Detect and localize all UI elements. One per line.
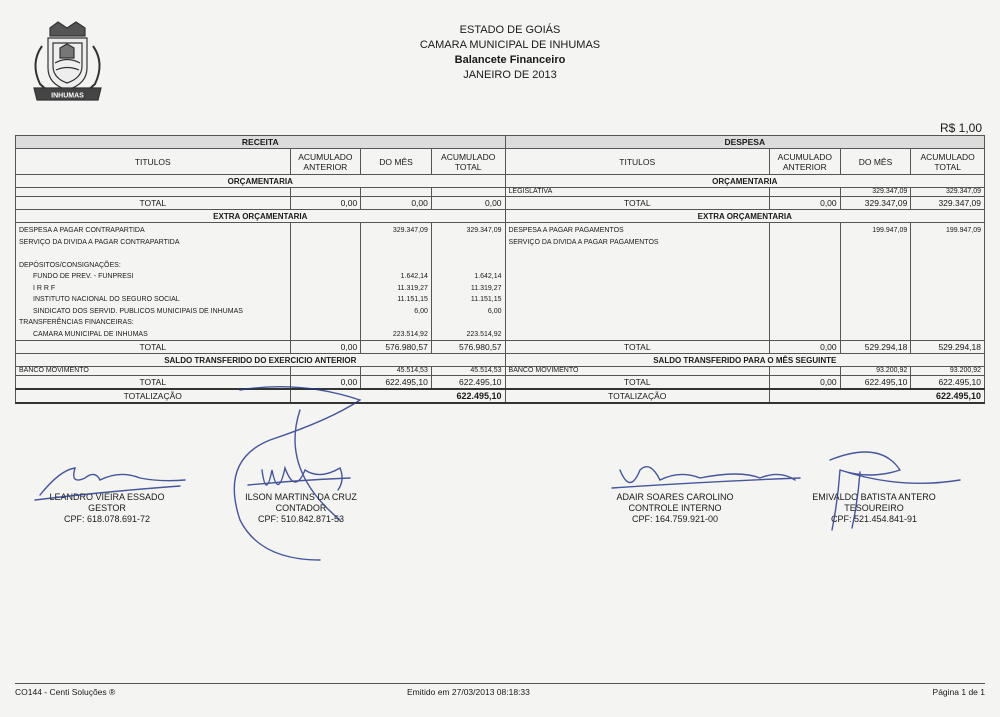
list-item: I R R F bbox=[33, 284, 56, 292]
extra-receita-items bbox=[16, 223, 291, 341]
extra-orcamentaria-despesa-heading: EXTRA ORÇAMENTARIA bbox=[505, 210, 984, 223]
table-cell: 223.514,92 bbox=[392, 330, 428, 338]
table-cell: 622.495,10 bbox=[840, 376, 911, 389]
table-cell: 93.200,92 bbox=[840, 367, 911, 376]
col-acumulado-total bbox=[431, 149, 505, 175]
header-period: JANEIRO DE 2013 bbox=[463, 69, 557, 81]
list-item: INSTITUTO NACIONAL DO SEGURO SOCIAL bbox=[33, 296, 180, 303]
signer-cpf: CPF: 521.454.841-91 bbox=[830, 514, 918, 524]
list-item: CAMARA MUNICIPAL DE INHUMAS bbox=[33, 330, 148, 338]
total-label: TOTAL bbox=[505, 341, 769, 354]
table-cell: 199.947,09 bbox=[840, 223, 911, 341]
col-label: ANTERIOR bbox=[782, 161, 827, 172]
table-cell: 0,00 bbox=[290, 376, 361, 389]
table-cell: 0,00 bbox=[361, 197, 432, 210]
extra-receita-total bbox=[431, 223, 505, 341]
col-acumulado-total bbox=[911, 149, 985, 175]
total-label: TOTAL bbox=[16, 197, 291, 210]
col-label: ACUMULADO bbox=[777, 151, 832, 162]
table-cell: 329.347,09 bbox=[911, 188, 985, 197]
table-cell: 11.151,15 bbox=[470, 296, 502, 303]
signature-controle-interno bbox=[590, 492, 760, 525]
crest-banner-text: INHUMAS bbox=[51, 92, 84, 100]
signer-name: ILSON MARTINS DA CRUZ bbox=[245, 492, 357, 502]
signer-cpf: CPF: 510.842.871-53 bbox=[257, 514, 345, 524]
table-cell: 1.642,14 bbox=[474, 273, 502, 280]
document-header bbox=[300, 23, 720, 83]
table-cell: 0,00 bbox=[769, 197, 840, 210]
totalizacao-receita-value: 622.495,10 bbox=[290, 389, 505, 403]
col-label: ACUMULADO bbox=[441, 151, 496, 162]
signer-name: ADAIR SOARES CAROLINO bbox=[616, 492, 734, 502]
table-cell: 0,00 bbox=[769, 376, 840, 389]
table-cell: 11.319,27 bbox=[470, 284, 502, 292]
table-cell: 223.514,92 bbox=[466, 330, 502, 338]
total-label: TOTAL bbox=[16, 341, 291, 354]
header-institution: CAMARA MUNICIPAL DE INHUMAS bbox=[419, 39, 601, 51]
list-item: FUNDO DE PREV. - FUNPRESI bbox=[33, 273, 134, 280]
list-item: DESPESA A PAGAR PAGAMENTOS bbox=[508, 227, 624, 234]
table-row: BANCO MOVIMENTO bbox=[505, 367, 769, 376]
table-cell: 529.294,18 bbox=[840, 341, 911, 354]
col-titulos: TITULOS bbox=[16, 149, 291, 175]
despesa-title: DESPESA bbox=[505, 136, 984, 149]
table-cell: 329.347,09 bbox=[466, 227, 502, 234]
table-cell: 93.200,92 bbox=[911, 367, 985, 376]
table-cell: 576.980,57 bbox=[361, 341, 432, 354]
col-label: ACUMULADO bbox=[920, 151, 975, 162]
orcamentaria-receita-heading: ORÇAMENTARIA bbox=[16, 175, 506, 188]
total-label: TOTAL bbox=[505, 197, 769, 210]
col-label: TOTAL bbox=[454, 161, 482, 172]
table-row: LEGISLATIVA bbox=[505, 188, 769, 197]
table-cell: 45.514,53 bbox=[361, 367, 432, 376]
totalizacao-despesa-label: TOTALIZAÇÃO bbox=[505, 389, 769, 403]
extra-receita-mes bbox=[361, 223, 432, 341]
signer-role: CONTADOR bbox=[275, 503, 327, 513]
col-do-mes: DO MÊS bbox=[840, 149, 911, 175]
list-item: DESPESA A PAGAR CONTRAPARTIDA bbox=[19, 227, 145, 234]
footer-emitted: Emitido em 27/03/2013 08:18:33 bbox=[407, 687, 530, 697]
table-cell: 329.347,09 bbox=[392, 227, 428, 234]
table-cell: 0,00 bbox=[290, 197, 361, 210]
list-item: SERVIÇO DA DIVIDA A PAGAR PAGAMENTOS bbox=[508, 238, 659, 246]
saldo-seguinte-heading: SALDO TRANSFERIDO PARA O MÊS SEGUINTE bbox=[505, 354, 984, 367]
table-cell: 622.495,10 bbox=[911, 376, 985, 389]
list-item: SERVIÇO DA DIVIDA A PAGAR CONTRAPARTIDA bbox=[19, 238, 180, 246]
table-cell: 329.347,09 bbox=[911, 197, 985, 210]
page-footer bbox=[15, 683, 985, 697]
table-cell: 11.151,15 bbox=[397, 296, 428, 303]
table-cell: 199.947,09 bbox=[911, 223, 985, 341]
list-item: DEPÓSITOS/CONSIGNAÇÕES: bbox=[19, 261, 121, 269]
table-cell: 45.514,53 bbox=[431, 367, 505, 376]
signer-name: EMIVALDO BATISTA ANTERO bbox=[812, 492, 936, 502]
total-label: TOTAL bbox=[505, 376, 769, 389]
header-state: ESTADO DE GOIÁS bbox=[459, 24, 561, 36]
col-acumulado-anterior bbox=[290, 149, 361, 175]
table-cell: 576.980,57 bbox=[431, 341, 505, 354]
list-item: TRANSFERÊNCIAS FINANCEIRAS: bbox=[19, 319, 134, 326]
receita-title: RECEITA bbox=[16, 136, 506, 149]
table-row: BANCO MOVIMENTO bbox=[16, 367, 291, 376]
table-cell: 329.347,09 bbox=[840, 197, 911, 210]
signer-role: CONTROLE INTERNO bbox=[628, 503, 722, 513]
table-cell: 529.294,18 bbox=[911, 341, 985, 354]
signer-name: LEANDRO VIEIRA ESSADO bbox=[49, 492, 165, 502]
balance-table bbox=[15, 135, 985, 404]
signature-contador bbox=[216, 492, 386, 525]
header-report-title: Balancete Financeiro bbox=[454, 54, 566, 66]
col-label: TOTAL bbox=[934, 161, 961, 172]
table-cell: 6,00 bbox=[487, 307, 502, 315]
signer-role: GESTOR bbox=[88, 503, 126, 513]
totalizacao-receita-label: TOTALIZAÇÃO bbox=[16, 389, 291, 403]
signer-role: TESOUREIRO bbox=[844, 503, 904, 513]
col-label: ANTERIOR bbox=[303, 161, 348, 172]
total-label: TOTAL bbox=[16, 376, 291, 389]
orcamentaria-despesa-heading: ORÇAMENTARIA bbox=[505, 175, 984, 188]
footer-software: CO144 - Centi Soluções ® bbox=[15, 687, 116, 697]
table-cell: 0,00 bbox=[769, 341, 840, 354]
table-cell: 1.642,14 bbox=[400, 273, 428, 280]
list-item: SINDICATO DOS SERVID. PUBLICOS MUNICIPAIS DE INHUMAS bbox=[33, 307, 243, 315]
table-cell: 329.347,09 bbox=[840, 188, 911, 197]
extra-orcamentaria-receita-heading: EXTRA ORÇAMENTARIA bbox=[16, 210, 506, 223]
totalizacao-despesa-value: 622.495,10 bbox=[769, 389, 984, 403]
currency-unit: R$ 1,00 bbox=[939, 121, 982, 135]
col-label: ACUMULADO bbox=[298, 151, 353, 162]
table-cell: 0,00 bbox=[431, 197, 505, 210]
signature-gestor bbox=[22, 492, 192, 525]
col-titulos: TITULOS bbox=[505, 149, 769, 175]
extra-despesa-items bbox=[505, 223, 769, 341]
signer-cpf: CPF: 618.078.691-72 bbox=[63, 514, 151, 524]
signer-cpf: CPF: 164.759.921-00 bbox=[631, 514, 719, 524]
municipal-crest-icon bbox=[20, 18, 115, 106]
col-do-mes: DO MÊS bbox=[361, 149, 432, 175]
table-cell: 11.319,27 bbox=[397, 284, 428, 292]
col-acumulado-anterior bbox=[769, 149, 840, 175]
table-cell: 0,00 bbox=[290, 341, 361, 354]
table-cell: 622.495,10 bbox=[431, 376, 505, 389]
footer-page: Página 1 de 1 bbox=[932, 687, 985, 697]
table-cell: 6,00 bbox=[414, 307, 428, 315]
signature-tesoureiro bbox=[789, 492, 959, 525]
table-cell: 622.495,10 bbox=[361, 376, 432, 389]
saldo-anterior-heading: SALDO TRANSFERIDO DO EXERCICIO ANTERIOR bbox=[16, 354, 506, 367]
